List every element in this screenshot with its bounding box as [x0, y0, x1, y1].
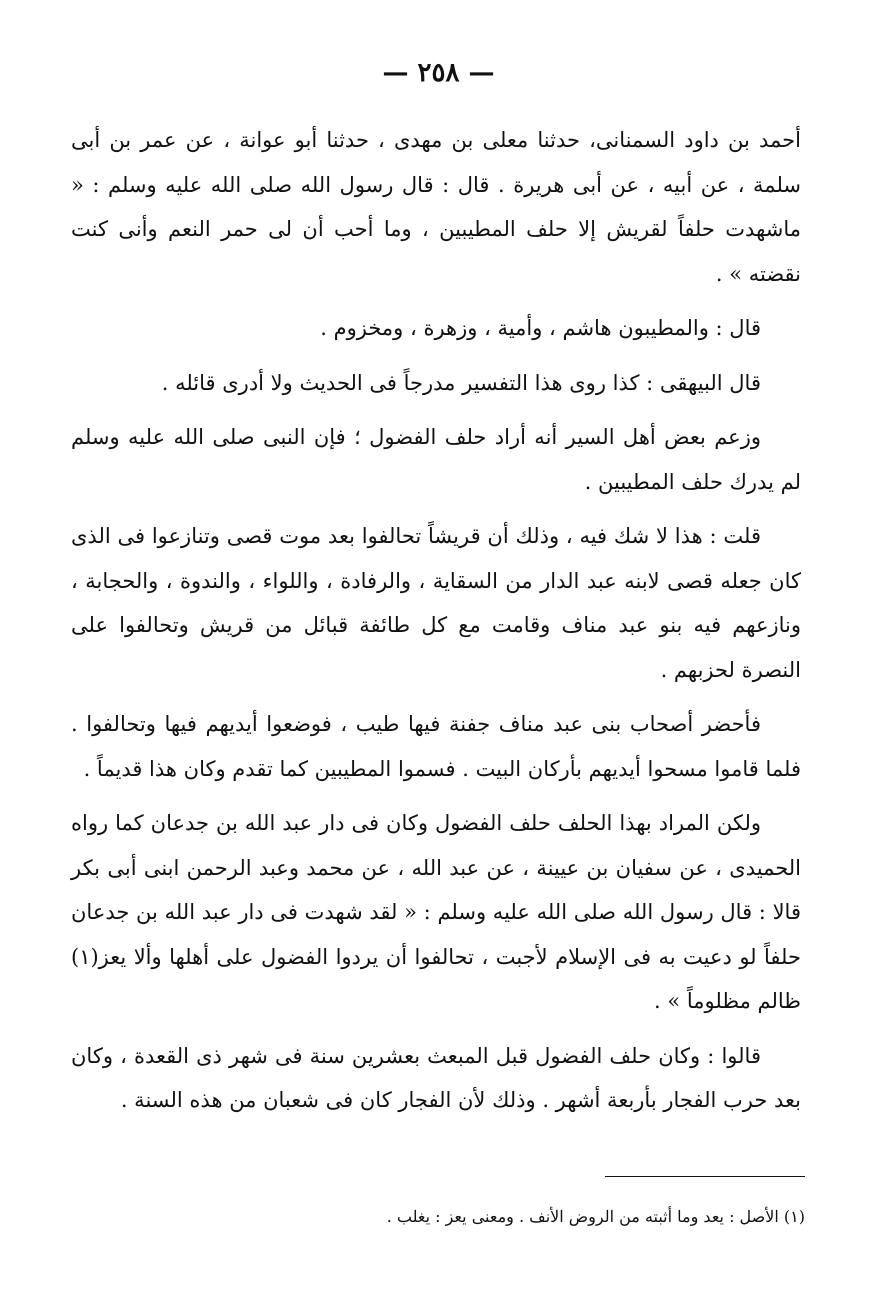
paragraph-fudul-date: قالوا : وكان حلف الفضول قبل المبعث بعشرين سنة فى شهر ذى القعدة ، وكان بعد حرب الفجار بأربعة أشهر . وذلك لأن الفجار كان فى شعبان من هذه السنة .: [71, 1043, 801, 1112]
footnote-divider: [605, 1176, 805, 1177]
paragraph-hilf-al-fudul: ولكن المراد بهذا الحلف حلف الفضول وكان فى دار عبد الله بن جدعان كما رواه الحميدى ، عن سفيان بن عيينة ، عن عبد الله ، عن محمد وعبد الرحمن ابنى أبى بكر قالا : قال رسول الله صلى الله عليه وسلم : « لقد شهدت فى دار عبد الله بن جدعان حلفاً لو دعيت به فى الإسلام لأجبت ، تحالفوا أن يردوا الفضول على أهلها وألا يعز(١) ظالم مظلوماً » .: [71, 811, 801, 1013]
paragraph-quraysh-dispute: قلت : هذا لا شك فيه ، وذلك أن قريشاً تحالفوا بعد موت قصى وتنازعوا فى الذى كان جعله قصى لابنه عبد الدار من السقاية ، والرفادة ، واللواء ، والندوة ، والحجابة ، ونازعهم فيه بنو عبد مناف وقامت مع كل طائفة قبائل من قريش وتحالفوا على النصرة لحزبهم .: [71, 524, 801, 682]
paragraph-perfume-oath: فأحضر أصحاب بنى عبد مناف جفنة فيها طيب ، فوضعوا أيديهم فيها وتحالفوا . فلما قاموا مسحوا أيديهم بأركان البيت . فسموا المطيبين كما تقدم وكان هذا قديماً .: [71, 712, 801, 781]
paragraph-sira-claim: وزعم بعض أهل السير أنه أراد حلف الفضول ؛ فإن النبى صلى الله عليه وسلم لم يدرك حلف المطيبين .: [71, 425, 801, 494]
main-text: [71, 118, 801, 1133]
footnote: (١) الأصل : يعد وما أثبته من الروض الأنف . ومعنى يعز : يغلب .: [386, 1207, 805, 1226]
paragraph-mutayyabun-tribes: قال : والمطيبون هاشم ، وأمية ، وزهرة ، ومخزوم .: [320, 316, 761, 340]
page-number: — ٢٥٨ —: [382, 58, 495, 88]
paragraph-hadith-chain: أحمد بن داود السمنانى، حدثنا معلى بن مهدى ، حدثنا أبو عوانة ، عن عمر بن أبى سلمة ، عن أبيه ، عن أبى هريرة . قال : قال رسول الله صلى الله عليه وسلم : « ماشهدت حلفاً لقريش إلا حلف المطيبين ، وما أحب أن لى حمر النعم وأنى كنت نقضته » .: [71, 128, 801, 286]
paragraph-bayhaqi-note: قال البيهقى : كذا روى هذا التفسير مدرجاً فى الحديث ولا أدرى قائله .: [161, 370, 761, 395]
